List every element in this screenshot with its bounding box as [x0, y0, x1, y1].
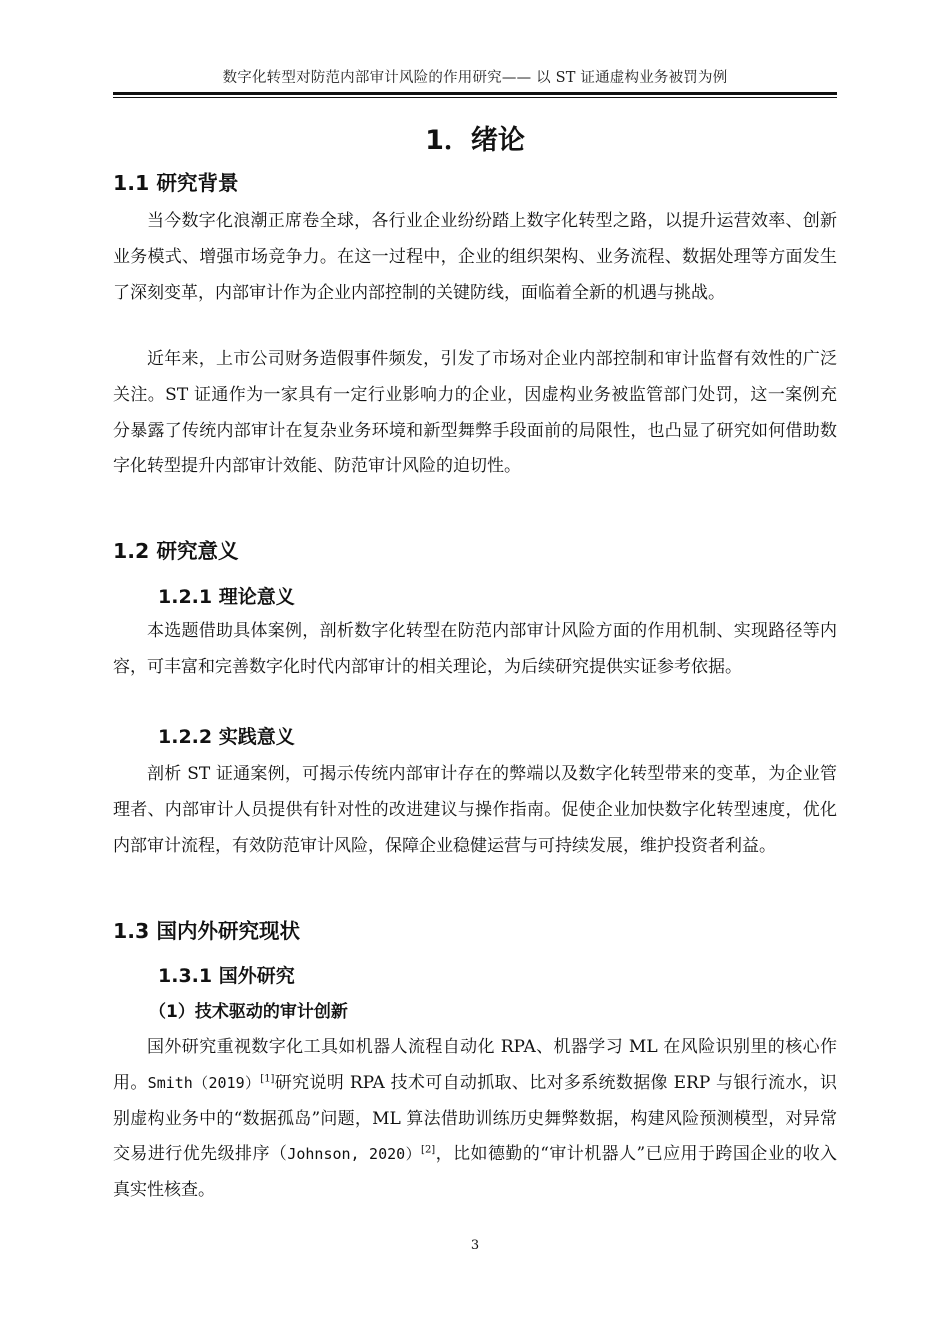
paragraph-theoretical-significance: 本选题借助具体案例，剖析数字化转型在防范内部审计风险方面的作用机制、实现路径等内容，可丰富和完善数字化时代内部审计的相关理论，为后续研究提供实证参考依据。: [113, 621, 837, 677]
paragraph-background-1: 当今数字化浪潮正席卷全球，各行业企业纷纷踏上数字化转型之路，以提升运营效率、创新业务模式、增强市场竞争力。在这一过程中，企业的组织架构、业务流程、数据处理等方面发生了深刻变革，内部审计作为企业内部控制的关键防线，面临着全新的机遇与挑战。: [113, 211, 837, 303]
chapter-title: 1．绪论: [425, 125, 525, 156]
section-heading-1-1: 1.1 研究背景: [113, 171, 239, 195]
section-heading-1-2: 1.2 研究意义: [113, 539, 239, 563]
foreign-research-text-3: ，比如德勤的“审计机器人”已应用于跨国企业的收入真实性核查。: [113, 1144, 837, 1201]
subsection-heading-1-3-1: 1.3.1 国外研究: [158, 965, 295, 987]
citation-johnson: Johnson, 2020）: [287, 1145, 422, 1164]
item-heading-tech-driven: （1）技术驱动的审计创新: [149, 1002, 348, 1022]
subsection-heading-1-2-2: 1.2.2 实践意义: [158, 726, 295, 748]
citation-smith: Smith（2019）: [147, 1073, 261, 1092]
paragraph-foreign-research: [113, 1030, 837, 1209]
subsection-heading-1-2-1: 1.2.1 理论意义: [158, 586, 295, 608]
running-header: 数字化转型对防范内部审计风险的作用研究—— 以 ST 证通虚构业务被罚为例: [222, 70, 728, 86]
foreign-research-text-1: 国外研究重视数字化工具如机器人流程自动化 RPA、机器学习 ML 在风险识别里的核心作用。: [113, 1037, 837, 1093]
header-rule-thin: [113, 97, 837, 98]
paragraph-practical-significance: 剖析 ST 证通案例，可揭示传统内部审计存在的弊端以及数字化转型带来的变革，为企业管理者、内部审计人员提供有针对性的改进建议与操作指南。促使企业加快数字化转型速度，优化内部审计流程，有效防范审计风险，保障企业稳健运营与可持续发展，维护投资者利益。: [113, 764, 837, 856]
page-number: 3: [470, 1238, 480, 1253]
reference-mark-2: [2]: [421, 1144, 436, 1156]
section-heading-1-3: 1.3 国内外研究现状: [113, 919, 300, 943]
paragraph-background-2: 近年来，上市公司财务造假事件频发，引发了市场对企业内部控制和审计监督有效性的广泛关注。ST 证通作为一家具有一定行业影响力的企业，因虚构业务被监管部门处罚，这一案例充分暴露了传统内部审计在复杂业务环境和新型舞弊手段面前的局限性，也凸显了研究如何借助数字化转型提升内部审计效能、防范审计风险的迫切性。: [113, 349, 837, 477]
reference-mark-1: [1]: [260, 1073, 275, 1085]
foreign-research-text-2: 研究说明 RPA 技术可自动抓取、比对多系统数据像 ERP 与银行流水，识别虚构业务中的“数据孤岛”问题，ML 算法借助训练历史舞弊数据，构建风险预测模型，对异常交易进行优先级排序（: [113, 1072, 838, 1165]
header-rule-thick: [113, 92, 837, 95]
